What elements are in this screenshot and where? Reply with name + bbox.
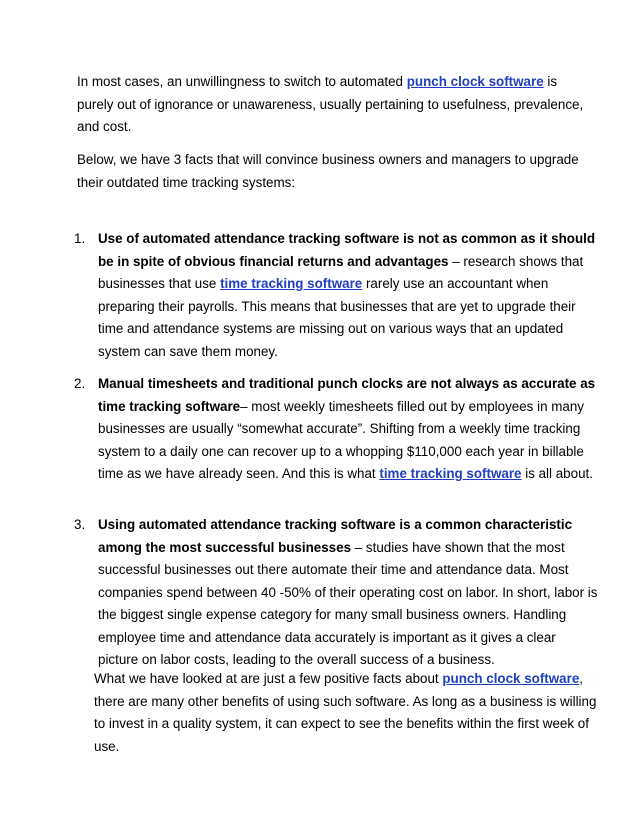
fact-number: 1.	[74, 231, 86, 246]
fact-number: 3.	[74, 517, 86, 532]
intro-paragraph	[77, 71, 597, 139]
closing-text-before-link: What we have looked at are just a few positive facts about	[94, 671, 443, 686]
fact-body-after-link: rarely use an accountant when preparing their payrolls. This means that businesses that are yet to upgrade their time and attendance systems are missing out on various ways that an updated system can save them money.	[98, 276, 576, 359]
fact-heading: Manual timesheets and traditional punch clocks are not always as accurate as time tracking software	[98, 376, 596, 414]
fact-body-before-link: – most weekly timesheets filled out by employees in many businesses are usually “somewhat accurate”. Shifting from a weekly time tracking system to a daily one can recover up to a whopping $110,000 each year in billable time as we have already seen. And this is what	[98, 398, 584, 481]
closing-paragraph	[94, 668, 600, 758]
fact-body: – studies have shown that the most successful businesses out there automate their time and attendance data. Most companies spend between 40 -50% of their operating cost on labor. In short, labor is the biggest single expense category for many small business owners. Handling employee time and attendance data accurately is important as it gives a clear picture on labor costs, leading to the overall success of a business.	[98, 539, 598, 667]
punch-clock-software-link[interactable]: punch clock software	[442, 671, 580, 686]
fact-heading: Use of automated attendance tracking software is not as common as it should be in spite of obvious financial returns and advantages	[98, 231, 596, 269]
fact-heading: Using automated attendance tracking software is a common characteristic among the most successful businesses	[98, 517, 573, 555]
fact-item-2	[74, 373, 598, 486]
fact-item-1	[74, 228, 598, 363]
lead-paragraph: Below, we have 3 facts that will convince business owners and managers to upgrade their outdated time tracking systems:	[77, 152, 579, 190]
intro-text-after-link: is purely out of ignorance or unawareness, usually pertaining to usefulness, prevalence, and cost.	[77, 74, 584, 134]
fact-body-before-link: – research shows that businesses that use	[98, 253, 584, 291]
time-tracking-software-link[interactable]: time tracking software	[379, 466, 522, 481]
fact-item-3	[74, 514, 598, 672]
closing-text-after-link: , there are many other benefits of using such software. As long as a business is willing to invest in a quality system, it can expect to see the benefits within the first week of use.	[94, 671, 597, 754]
fact-number: 2.	[74, 376, 86, 391]
punch-clock-software-link[interactable]: punch clock software	[406, 74, 544, 89]
intro-text-before-link: In most cases, an unwillingness to switch to automated	[77, 74, 407, 89]
time-tracking-software-link[interactable]: time tracking software	[220, 276, 363, 291]
fact-body-after-link: is all about.	[521, 466, 593, 481]
